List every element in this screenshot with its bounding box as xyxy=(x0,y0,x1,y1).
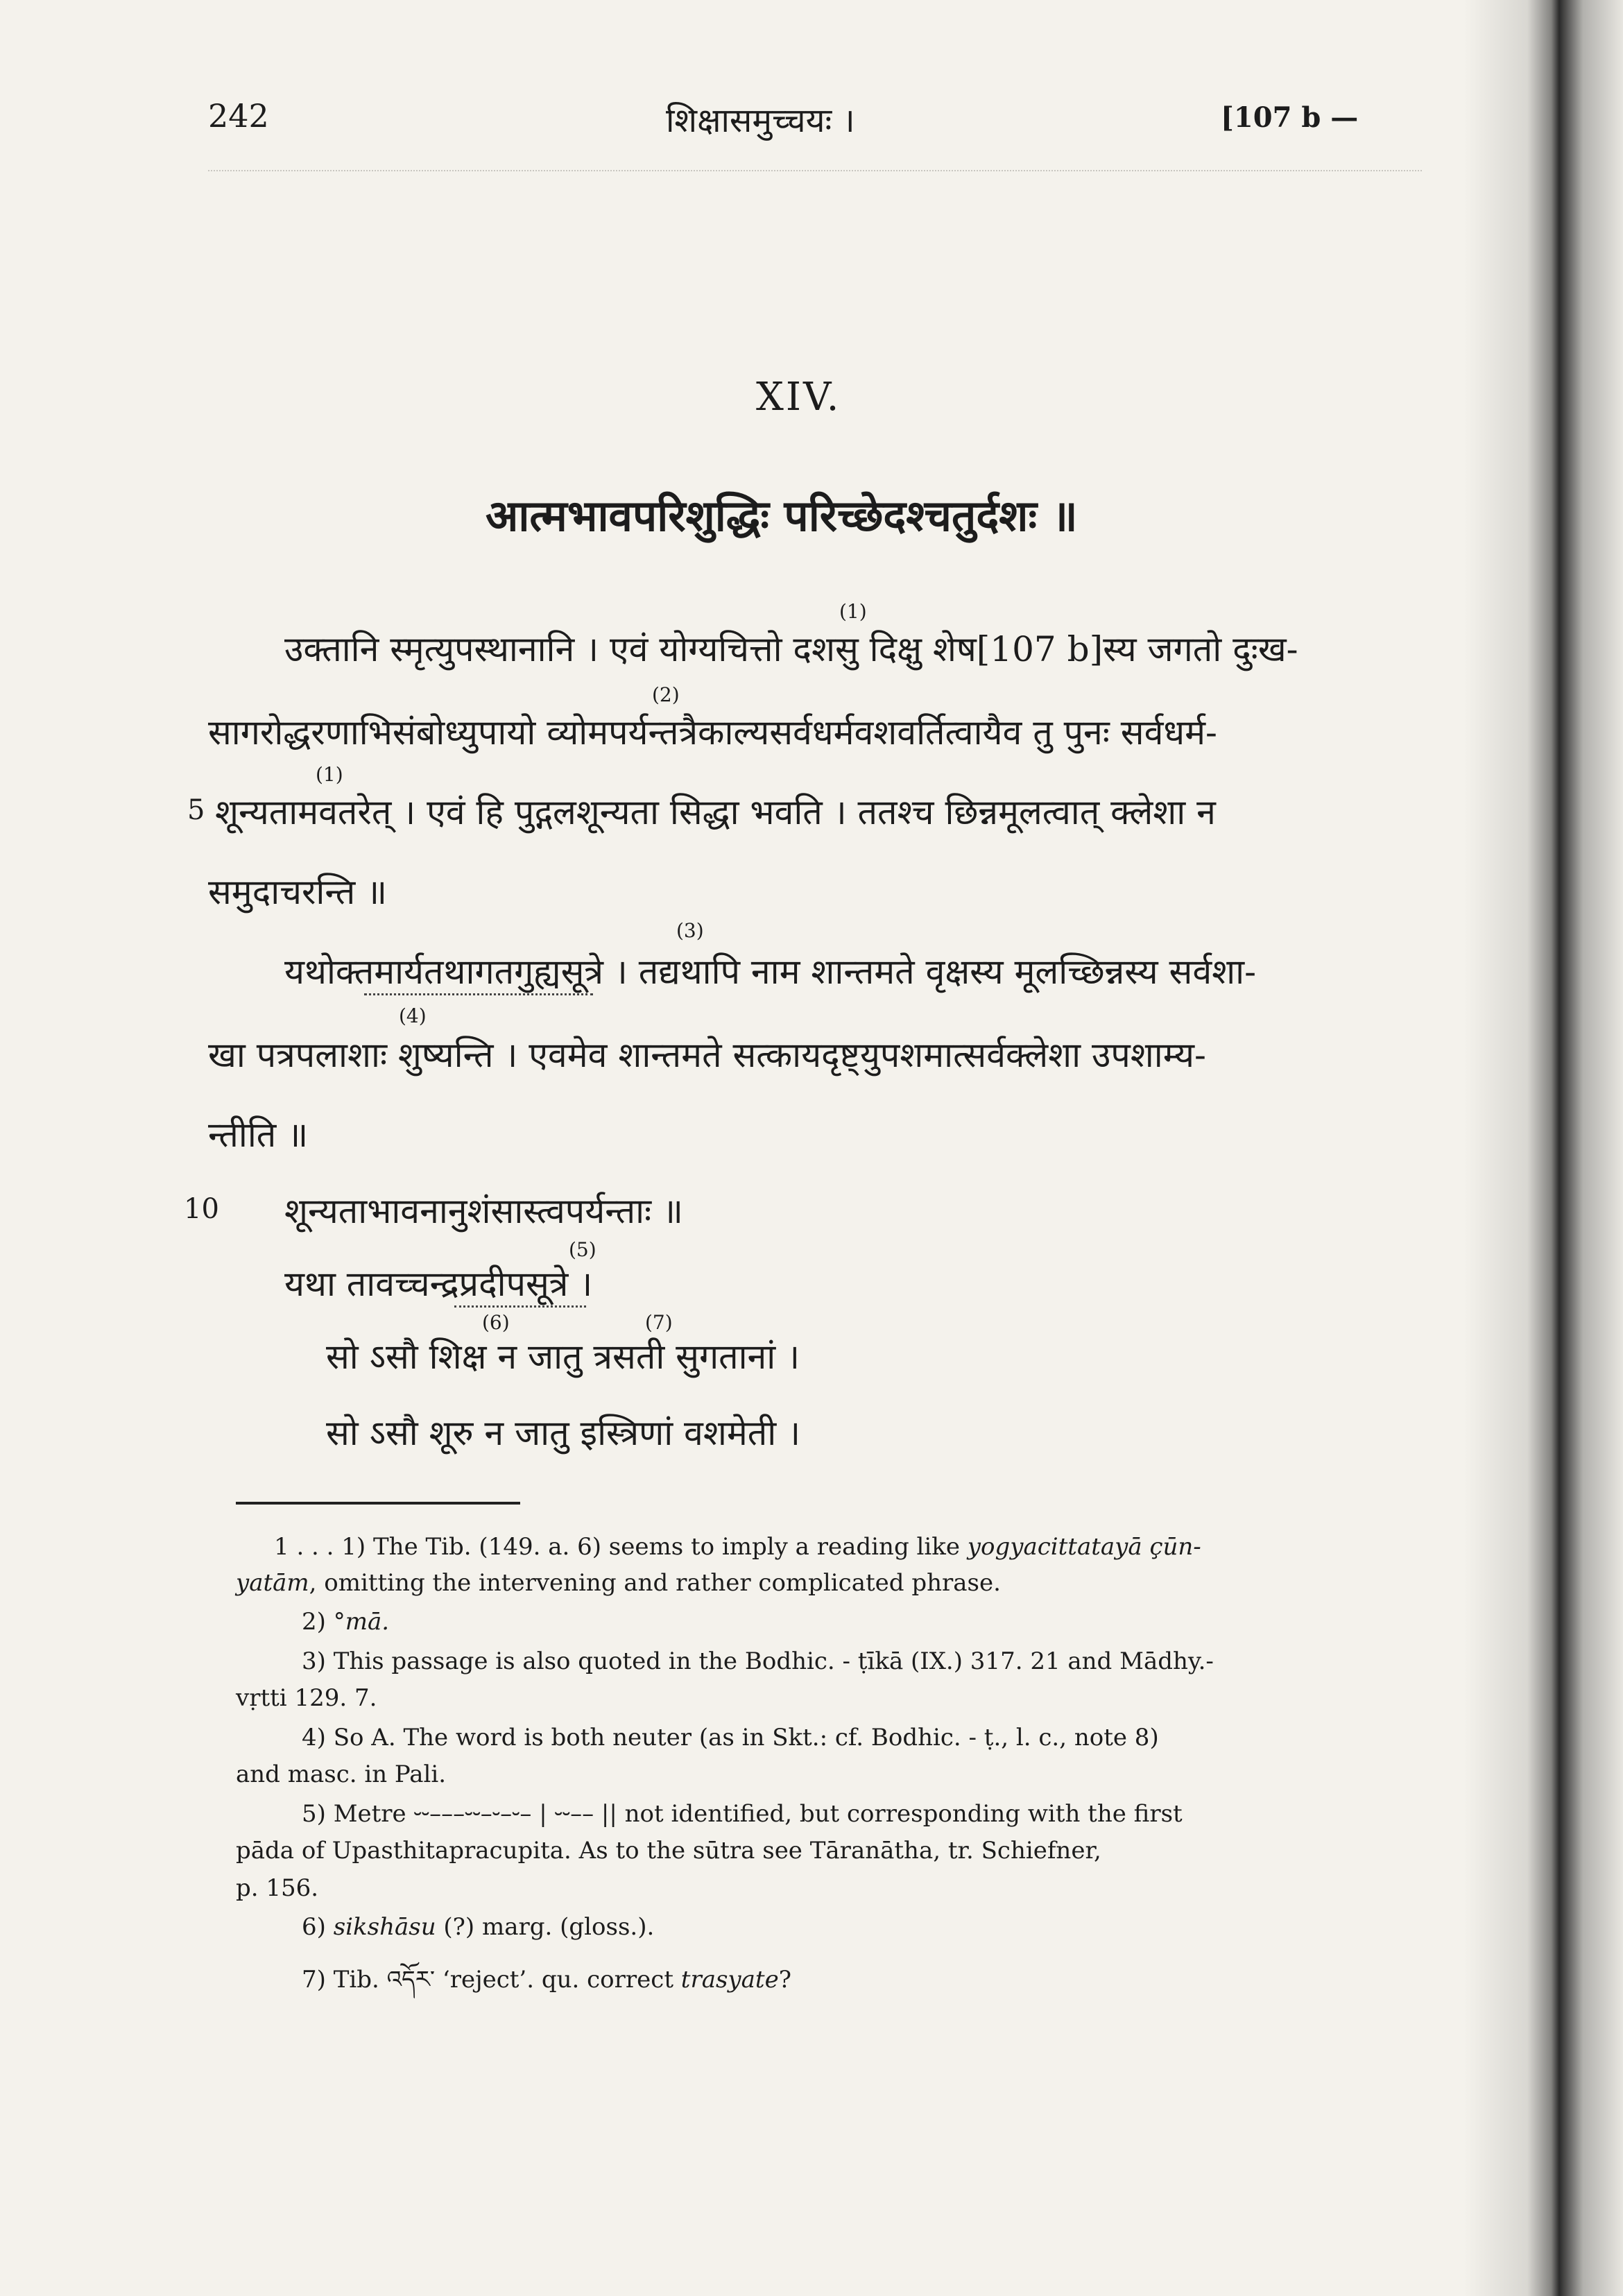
verse-line-2: सो ऽसौ शूरु न जातु इस्त्रिणां वशमेती । xyxy=(326,1413,801,1453)
footnote-5-cont: p. 156. xyxy=(236,1874,319,1902)
footnote-mark: (2) xyxy=(652,683,680,706)
footnote-mark: (7) xyxy=(645,1311,673,1334)
footnote-1: 1 . . . 1) The Tib. (149. a. 6) seems to imply a reading like yogyacittatayā çūn- xyxy=(274,1533,1201,1561)
footnote-1-cont: yatām, omitting the intervening and rather complicated phrase. xyxy=(236,1569,1001,1597)
header-rule xyxy=(208,170,1422,171)
footnote-3: 3) This passage is also quoted in the Bodhic. - ṭīkā (IX.) 317. 21 and Mādhy.- xyxy=(302,1647,1214,1675)
chapter-number: XIV. xyxy=(756,375,841,420)
line-number: 10 xyxy=(184,1193,219,1225)
tibetan-word: འདོར་ xyxy=(386,1966,436,1994)
page-number: 242 xyxy=(208,97,269,135)
footnote-4: 4) So A. The word is both neuter (as in Skt.: cf. Bodhic. - ṭ., l. c., note 8) xyxy=(302,1724,1159,1751)
footnote-4-cont: and masc. in Pali. xyxy=(236,1760,447,1788)
body-line-5: यथोक्तमार्यतथागतगुह्यसूत्रे । तद्यथापि नाम शान्तमते वृक्षस्य मूलच्छिन्नस्य सर्वशा- xyxy=(284,952,1256,992)
body-line-8: शून्यताभावनानुशंसास्त्वपर्यन्ताः ॥ xyxy=(284,1191,683,1231)
footnote-mark: (3) xyxy=(676,919,704,942)
body-line-4: समुदाचरन्ति ॥ xyxy=(208,872,388,912)
footnote-mark: (4) xyxy=(399,1004,427,1027)
footnote-2: 2) °mā. xyxy=(302,1608,390,1636)
body-line-3: शून्यतामवतरेत् । एवं हि पुद्गलशून्यता सिद्धा भवति । ततश्च छिन्नमूलत्वात् क्लेशा न xyxy=(215,792,1216,832)
chapter-title: आत्मभावपरिशुद्धिः परिच्छेदश्चतुर्दशः ॥ xyxy=(486,490,1078,541)
title-underline xyxy=(364,985,593,995)
footnote-6: 6) sikshāsu (?) marg. (gloss.). xyxy=(302,1913,655,1941)
line-number: 5 xyxy=(187,794,205,826)
footnote-mark: (5) xyxy=(569,1238,596,1261)
body-line-6: खा पत्रपलाशाः शुष्यन्ति । एवमेव शान्तमते सत्कायदृष्ट्युपशमात्सर्वक्लेशा उपशाम्य- xyxy=(208,1035,1206,1075)
verse-line-1: सो ऽसौ शिक्ष न जातु त्रसती सुगतानां । xyxy=(326,1337,800,1377)
body-line-2: सागरोद्धरणाभिसंबोध्युपायो व्योमपर्यन्तत्रैकाल्यसर्वधर्मवशवर्तित्वायैव तु पुनः सर्वधर्म- xyxy=(208,712,1217,753)
footnote-3-cont: vṛtti 129. 7. xyxy=(236,1684,377,1712)
title-underline xyxy=(454,1297,586,1308)
footnote-mark: (1) xyxy=(316,763,343,786)
footnote-mark: (1) xyxy=(839,600,867,623)
footnote-5: 5) Metre ⏑⏑–––⏑⏑–⏑–⏑– | ⏑⏑–– || not identified, but corresponding with the first xyxy=(302,1800,1183,1828)
scan-edge-shadow xyxy=(1463,0,1623,2296)
body-line-9: यथा तावच्चन्द्रप्रदीपसूत्रे । xyxy=(284,1264,593,1304)
running-title: शिक्षासमुच्चयः । xyxy=(666,101,855,140)
footnote-rule xyxy=(236,1502,520,1505)
footnote-5-cont: pāda of Upasthitapracupita. As to the sūtra see Tāranātha, tr. Schiefner, xyxy=(236,1837,1101,1865)
body-line-1: उक्तानि स्मृत्युपस्थानानि । एवं योग्यचित्तो दशसु दिक्षु शेष[107 b]स्य जगतो दुःख- xyxy=(284,629,1298,669)
body-line-7: न्तीति ॥ xyxy=(208,1115,309,1155)
folio-reference: [107 b — xyxy=(1221,101,1359,134)
footnote-7: 7) Tib. འདོར་ ‘reject’. qu. correct trasyate? xyxy=(302,1966,791,1994)
footnote-mark: (6) xyxy=(482,1311,510,1334)
